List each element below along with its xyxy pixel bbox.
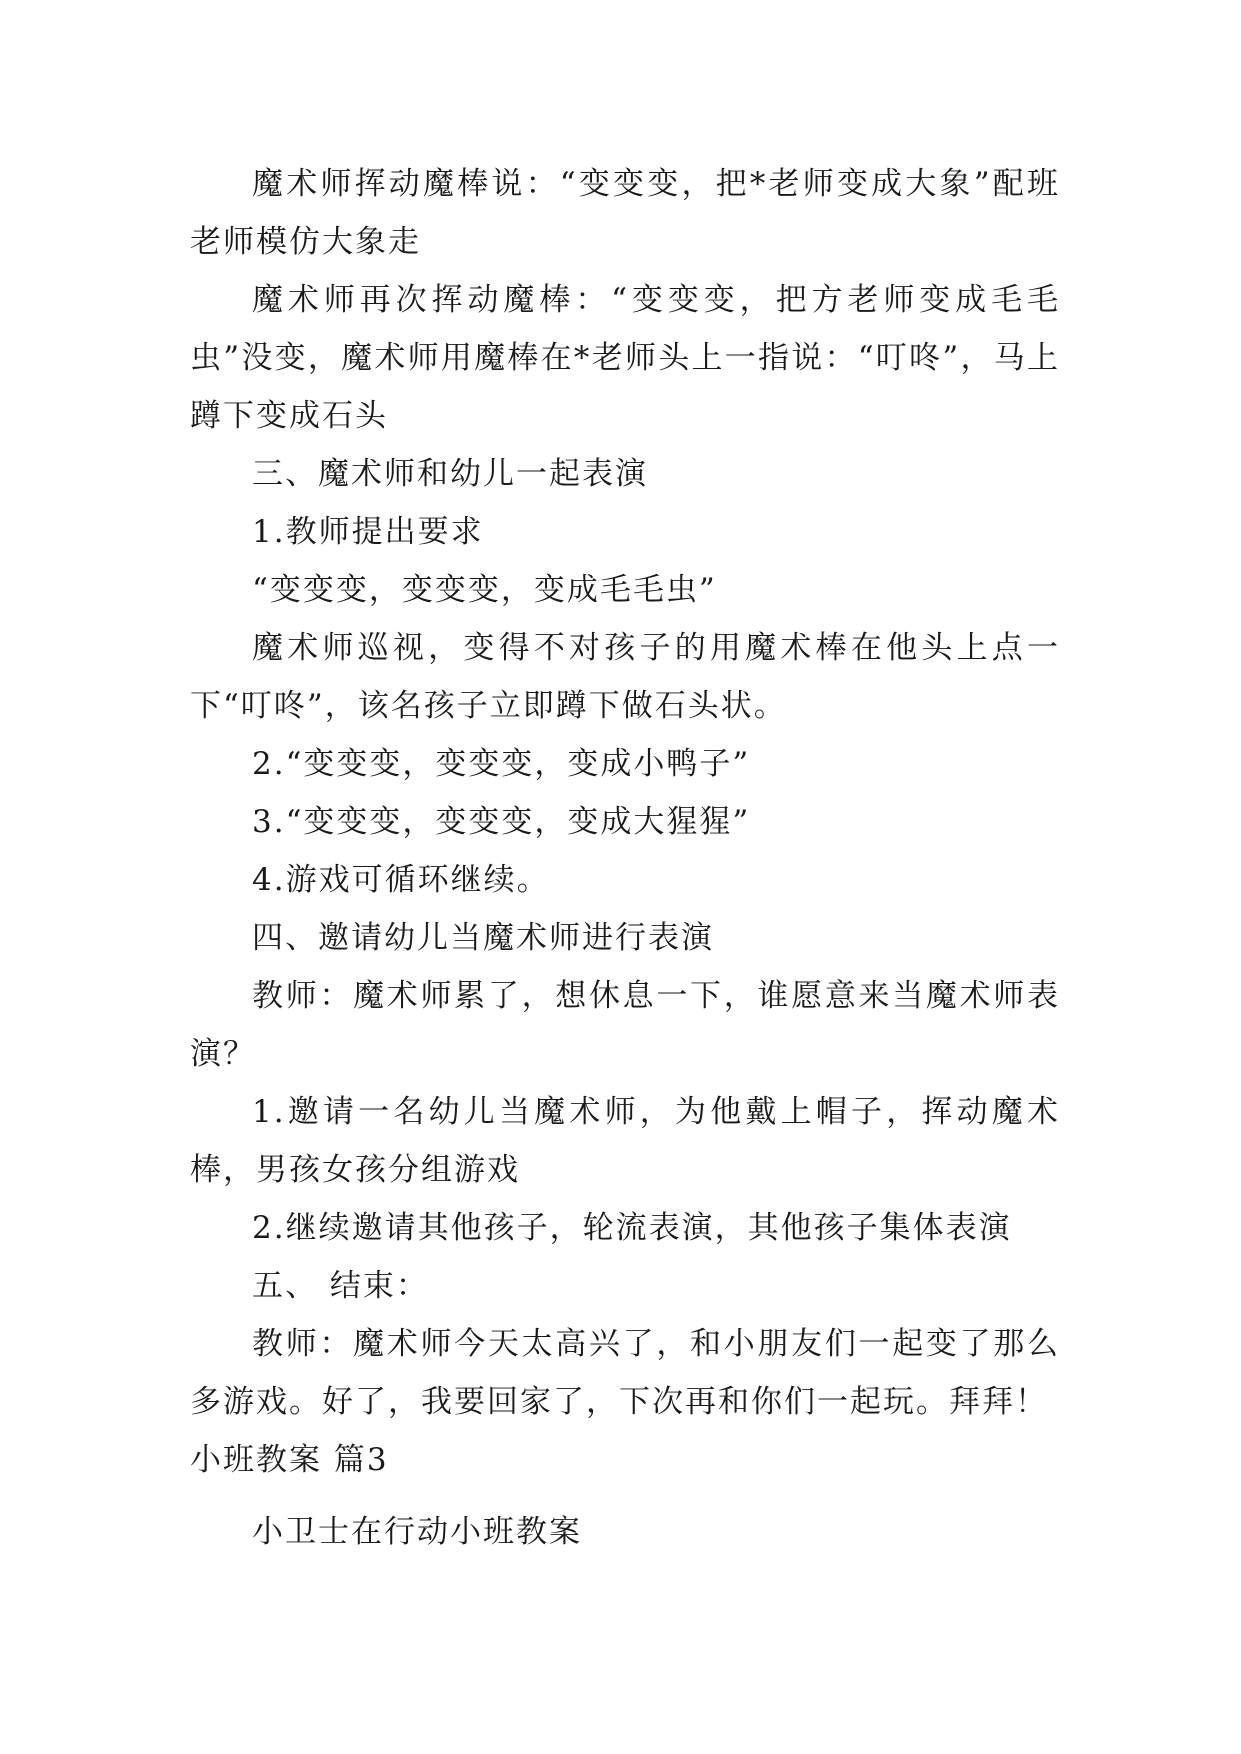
list-item-teacher-requirements: 1.教师提出要求 [252, 514, 484, 550]
section-heading: 小班教案 篇3 [190, 1442, 389, 1478]
paragraph-magician-caterpillar: 魔术师再次挥动魔棒：“变变变，把方老师变成毛毛虫”没变，魔术师用魔棒在*老师头上一指说：“叮咚”，马上蹲下变成石头 [190, 282, 1060, 434]
heading-section-five: 五、 结束： [252, 1268, 429, 1304]
paragraph-magician-tired: 教师：魔术师累了，想休息一下，谁愿意来当魔术师表演？ [190, 978, 1060, 1072]
list-item-gorilla: 3.“变变变，变变变，变成大猩猩” [252, 804, 751, 840]
list-item-duckling: 2.“变变变，变变变，变成小鸭子” [252, 746, 751, 782]
list-item-continue-invite: 2.继续邀请其他孩子，轮流表演，其他孩子集体表演 [252, 1210, 1012, 1246]
document-body [190, 155, 1060, 1561]
paragraph-magician-patrol: 魔术师巡视，变得不对孩子的用魔术棒在他头上点一下“叮咚”，该名孩子立即蹲下做石头状。 [190, 630, 1060, 724]
quote-caterpillar: “变变变，变变变，变成毛毛虫” [252, 572, 717, 608]
document-subtitle: 小卫士在行动小班教案 [252, 1514, 582, 1550]
heading-section-three: 三、魔术师和幼儿一起表演 [252, 456, 648, 492]
paragraph-magician-elephant: 魔术师挥动魔棒说：“变变变，把*老师变成大象”配班老师模仿大象走 [190, 166, 1060, 260]
paragraph-closing: 教师：魔术师今天太高兴了，和小朋友们一起变了那么多游戏。好了，我要回家了，下次再和你们一起玩。拜拜！ [190, 1326, 1060, 1420]
list-item-loop-game: 4.游戏可循环继续。 [252, 862, 550, 898]
list-item-invite-child: 1.邀请一名幼儿当魔术师，为他戴上帽子，挥动魔术棒，男孩女孩分组游戏 [190, 1094, 1060, 1188]
heading-section-four: 四、邀请幼儿当魔术师进行表演 [252, 920, 714, 956]
